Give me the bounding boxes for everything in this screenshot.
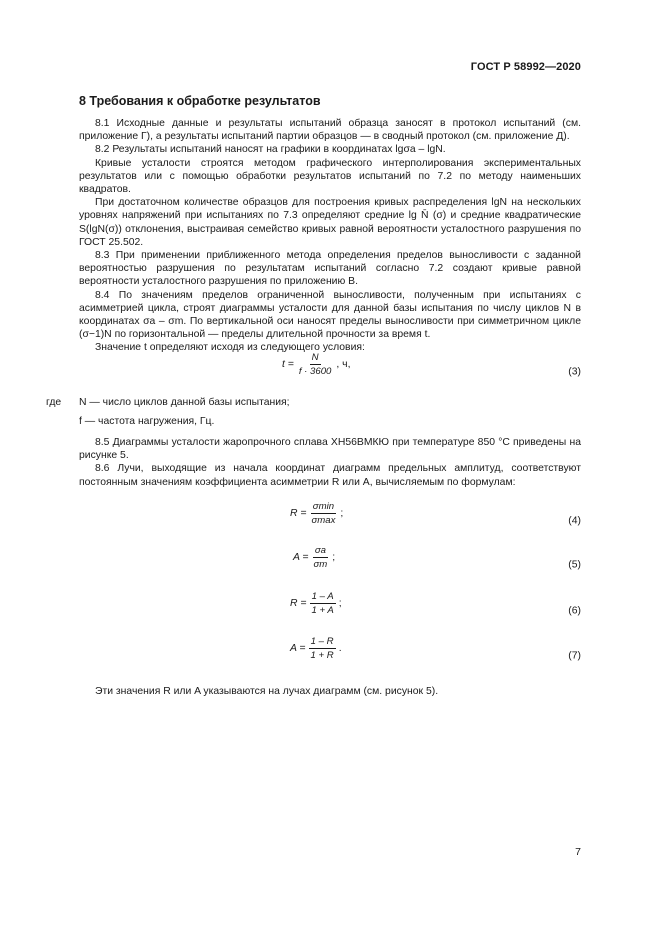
formula-6-number: (6) bbox=[568, 605, 581, 617]
section-body bbox=[79, 117, 581, 355]
formula-7-lhs: A = bbox=[290, 643, 306, 654]
paragraph-8-4: 8.4 По значениям пределов ограниченной выносливости, полученным при испытаниях с асимметрией цикла, строят диаграммы усталости для данной базы испытания по числу циклов N в координатах σa – σm. По вертикальной оси наносят пределы выносливости при симметричном цикле (σ−1)N по горизонтальной — пределы длительной прочности за время t. bbox=[79, 289, 581, 341]
formula-7-fraction bbox=[309, 636, 336, 661]
formula-5-denominator: σm bbox=[313, 559, 328, 570]
section-body-2 bbox=[79, 436, 581, 489]
paragraph-8-3: 8.3 При применении приближенного метода определения пределов выносливости с заданной вероятностью разрушения по результатам испытаний согласно 7.2 создают кривые равной вероятности усталостного разрушения по приложению В. bbox=[79, 250, 581, 288]
formula-6-expression bbox=[290, 591, 342, 616]
formula-3-lhs: t = bbox=[282, 359, 294, 370]
formula-3-suffix: , ч, bbox=[336, 359, 351, 370]
formula-7 bbox=[79, 636, 581, 676]
formula-4-suffix: ; bbox=[340, 508, 344, 519]
formula-5-suffix: ; bbox=[332, 552, 336, 563]
formula-4 bbox=[79, 501, 581, 541]
paragraph-8-1: 8.1 Исходные данные и результаты испытаний образца заносят в протокол испытаний (см. приложение Г), а результаты испытаний партии образцов — в сводный протокол (см. приложение Д). bbox=[79, 118, 581, 143]
where-n-definition: N — число циклов данной базы испытания; bbox=[79, 397, 290, 408]
where-line-1 bbox=[46, 395, 581, 410]
formula-6 bbox=[79, 591, 581, 631]
paragraph-fatigue-curves: Кривые усталости строятся методом графического интерполирования экспериментальных результатов или с помощью обработки результатов испытаний по 7.2 по методу наименьших квадратов. bbox=[79, 157, 581, 196]
formula-4-numerator: σmin bbox=[312, 501, 335, 512]
formula-7-suffix: . bbox=[338, 643, 342, 654]
formula-4-fraction bbox=[309, 501, 337, 526]
page-number: 7 bbox=[575, 846, 581, 858]
formula-3 bbox=[79, 352, 581, 392]
where-label: где bbox=[46, 397, 62, 408]
formula-7-denominator: 1 + R bbox=[310, 650, 334, 661]
formula-4-denominator: σmax bbox=[311, 515, 336, 526]
formula-6-denominator: 1 + A bbox=[311, 605, 334, 616]
formula-5-expression bbox=[293, 545, 335, 570]
formula-3-denominator: f · 3600 bbox=[298, 366, 332, 377]
standard-designation: ГОСТ Р 58992—2020 bbox=[470, 61, 581, 73]
formula-6-fraction bbox=[309, 591, 335, 616]
formula-3-number: (3) bbox=[568, 366, 581, 378]
formula-5 bbox=[79, 545, 581, 585]
formula-7-expression bbox=[290, 636, 342, 661]
formula-7-numerator: 1 – R bbox=[310, 636, 334, 647]
formula-4-expression bbox=[290, 501, 343, 526]
formula-5-number: (5) bbox=[568, 559, 581, 571]
formula-5-numerator: σa bbox=[314, 545, 326, 556]
formula-7-number: (7) bbox=[568, 650, 581, 662]
paragraph-8-2: 8.2 Результаты испытаний наносят на графики в координатах lgσa – lgN. bbox=[95, 144, 446, 156]
formula-3-expression bbox=[282, 352, 350, 377]
section-body-3 bbox=[79, 685, 581, 698]
where-f-definition: f — частота нагружения, Гц. bbox=[79, 416, 215, 427]
formula-5-fraction bbox=[312, 545, 330, 570]
formula-4-number: (4) bbox=[568, 515, 581, 527]
formula-6-lhs: R = bbox=[290, 598, 307, 609]
formula-3-numerator: N bbox=[311, 352, 319, 363]
formula-3-fraction bbox=[297, 352, 334, 377]
paragraph-8-6: 8.6 Лучи, выходящие из начала координат диаграмм предельных амплитуд, соответствуют постоянным значениям коэффициента асимметрии R или A, вычисляемым по формулам: bbox=[79, 463, 581, 488]
where-block bbox=[46, 395, 581, 429]
formula-5-lhs: A = bbox=[293, 552, 309, 563]
paragraph-8-5: 8.5 Диаграммы усталости жаропрочного сплава ХН56ВМКЮ при температуре 850 °С приведены на рисунке 5. bbox=[79, 437, 581, 462]
formula-6-suffix: ; bbox=[338, 598, 342, 609]
paragraph-distribution: При достаточном количестве образцов для построения кривых распределения lgN на нескольких уровнях напряжений при испытаниях по 7.3 определяют средние lg N̄ (σ) и средние квадратические S(lgN(σ)) отклонения, выстраивая семейство кривых равной вероятности усталостного разрушения по ГОСТ 25.502. bbox=[79, 197, 581, 248]
section-title: 8 Требования к обработке результатов bbox=[79, 94, 321, 108]
paragraph-t-condition: Значение t определяют исходя из следующего условия: bbox=[95, 342, 365, 354]
formula-6-numerator: 1 – A bbox=[311, 591, 334, 602]
paragraph-ray-values: Эти значения R или A указываются на лучах диаграмм (см. рисунок 5). bbox=[95, 686, 439, 697]
formula-4-lhs: R = bbox=[290, 508, 307, 519]
